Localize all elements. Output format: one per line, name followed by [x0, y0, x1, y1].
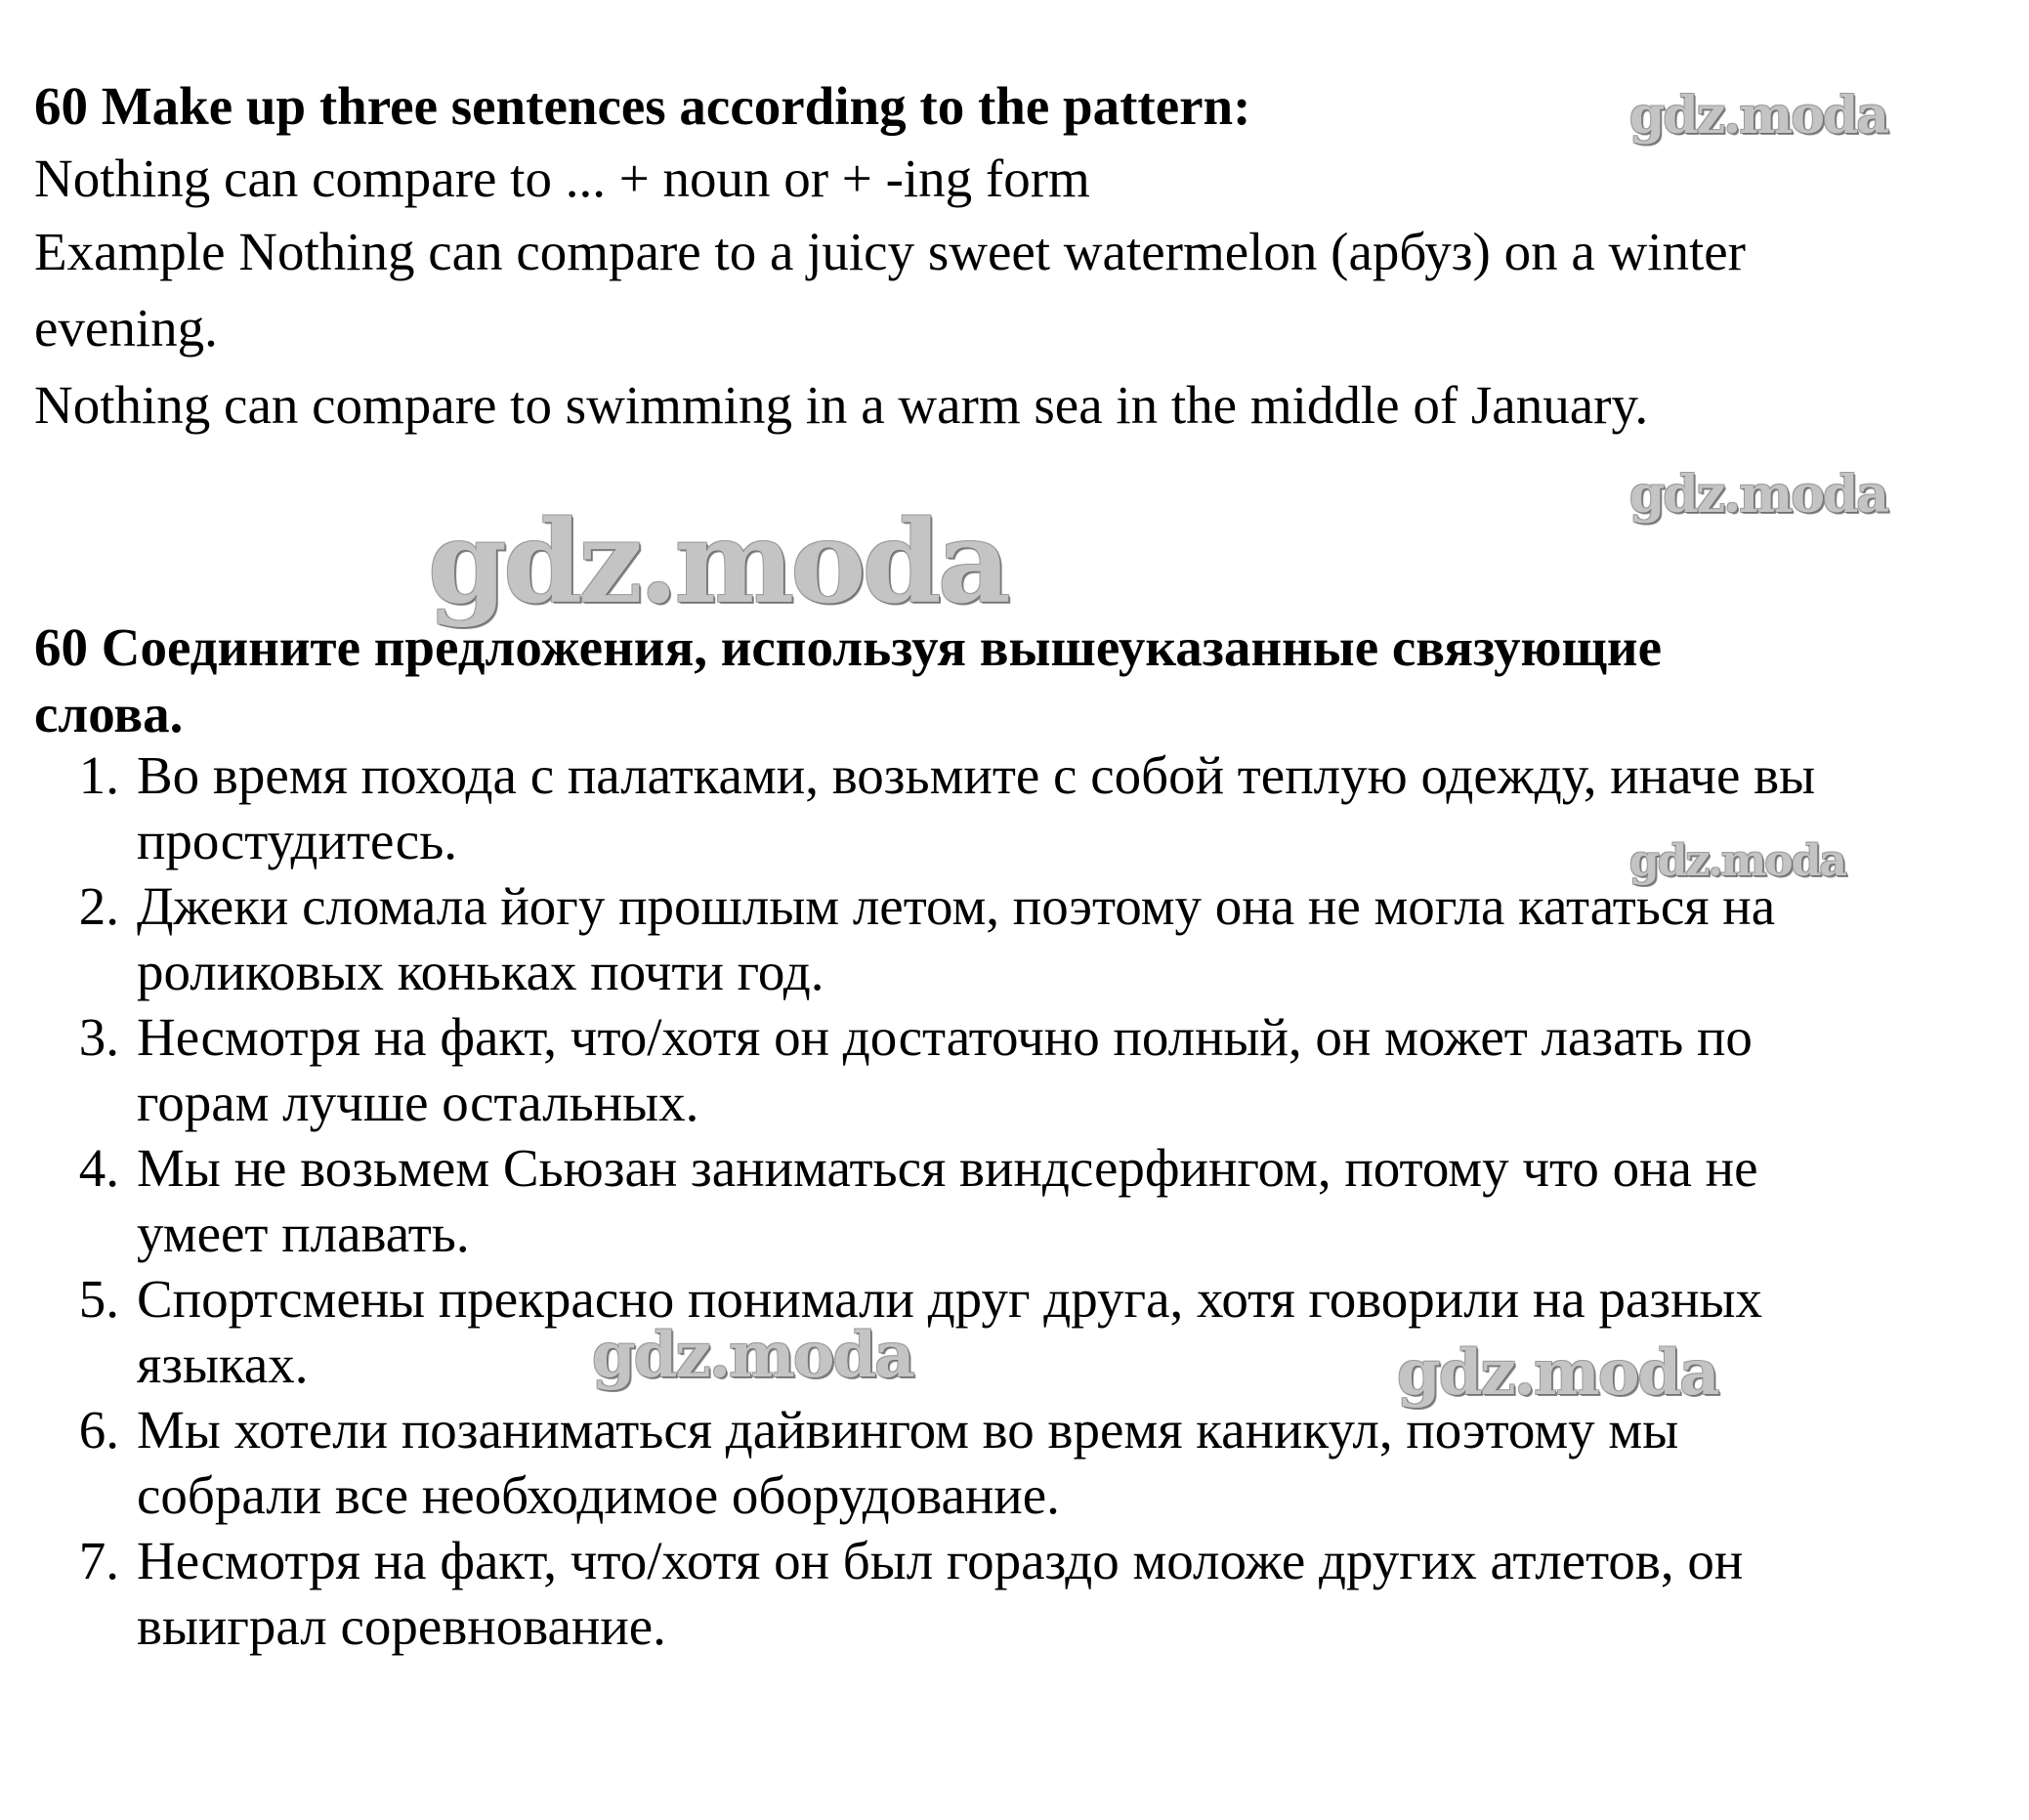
watermark: gdz.moda [1629, 836, 1846, 886]
list-item-text-line-1: Несмотря на факт, что/хотя он был гораздо моложе других атлетов, он [137, 1531, 1744, 1590]
example-line-1: Example Nothing can compare to a juicy sweet watermelon (арбуз) on a winter [34, 222, 1746, 281]
watermark: gdz.moda [1629, 465, 1888, 525]
russian-heading-line-1: 60 Соедините предложения, используя вышеуказанные связующие [34, 617, 1663, 677]
list-item-text-line-2: простудитесь. [137, 811, 458, 870]
list-item-text-line-1: Джеки сломала йогу прошлым летом, поэтому она не могла кататься на [137, 876, 1776, 936]
watermark: gdz.moda [592, 1319, 913, 1392]
list-item-text-line-2: языках. [137, 1334, 309, 1394]
list-item-text-line-2: выиграл соревнование. [137, 1596, 666, 1656]
watermark: gdz.moda [1629, 86, 1888, 146]
list-item-number: 7. [78, 1531, 119, 1590]
list-item-text-line-2: роликовых коньках почти год. [137, 942, 824, 1001]
list-item-text-line-1: Мы не возьмем Сьюзан заниматься виндсерфингом, потому что она не [137, 1138, 1758, 1198]
list-item-text-line-1: Мы хотели позаниматься дайвингом во время каникул, поэтому мы [137, 1400, 1679, 1460]
english-heading: 60 Make up three sentences according to the pattern: [34, 76, 1251, 136]
list-item-number: 1. [78, 745, 119, 805]
list-item-text-line-2: горам лучше остальных. [137, 1073, 699, 1132]
example-sentence: Nothing can compare to swimming in a warm sea in the middle of January. [34, 375, 1649, 435]
russian-heading-line-2: слова. [34, 684, 184, 743]
pattern-line: Nothing can compare to ... + noun or + -ing form [34, 148, 1090, 208]
watermark: gdz.moda [428, 496, 1007, 629]
list-item-number: 4. [78, 1138, 119, 1198]
list-item-number: 2. [78, 876, 119, 936]
list-item-number: 6. [78, 1400, 119, 1460]
list-item-text-line-1: Спортсмены прекрасно понимали друг друга, хотя говорили на разных [137, 1269, 1762, 1329]
list-item-text-line-1: Несмотря на факт, что/хотя он достаточно полный, он может лазать по [137, 1007, 1753, 1067]
list-item-text-line-1: Во время похода с палатками, возьмите с собой теплую одежду, иначе вы [137, 745, 1816, 805]
list-item-number: 3. [78, 1007, 119, 1067]
list-item-text-line-2: собрали все необходимое оборудование. [137, 1465, 1060, 1525]
list-item-number: 5. [78, 1269, 119, 1329]
watermark: gdz.moda [1397, 1336, 1718, 1410]
example-line-2: evening. [34, 298, 218, 358]
list-item-text-line-2: умеет плавать. [137, 1204, 470, 1263]
